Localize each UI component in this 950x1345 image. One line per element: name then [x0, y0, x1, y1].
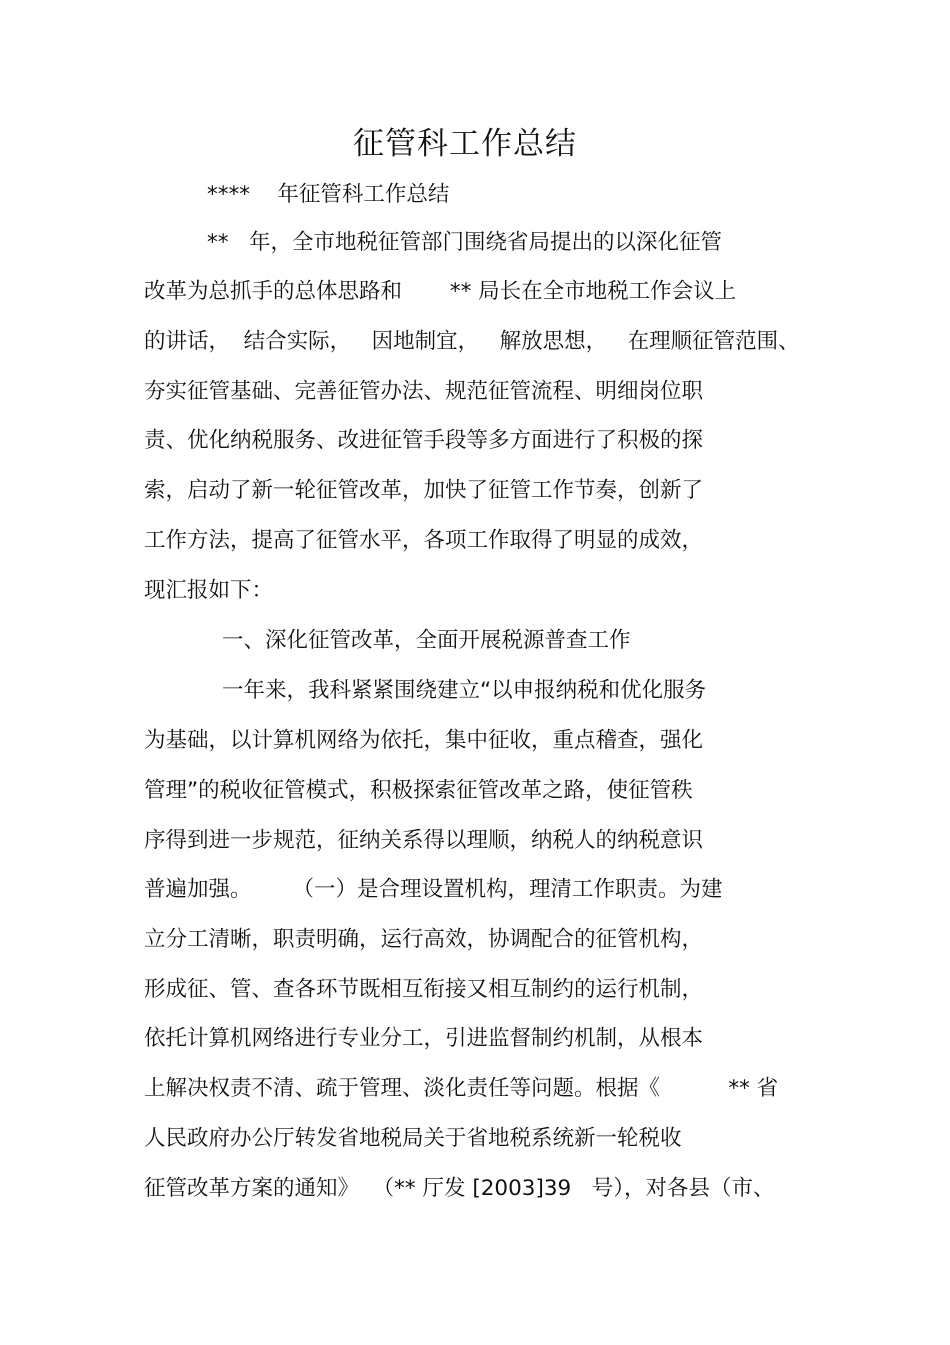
paragraph-line: 管理”的税收征管模式，积极探索征管改革之路，使征管秩: [144, 778, 693, 803]
paragraph-line: 的讲话， 结合实际， 因地制宜， 解放思想， 在理顺征管范围、: [144, 329, 800, 354]
paragraph-line: 形成征、管、查各环节既相互衔接又相互制约的运行机制，: [144, 977, 704, 1002]
paragraph-line: 责、优化纳税服务、改进征管手段等多方面进行了积极的探: [144, 428, 704, 453]
paragraph-line: 现汇报如下：: [144, 578, 274, 603]
paragraph-line: 改革为总抓手的总体思路和 ** 局长在全市地税工作会议上: [144, 279, 737, 304]
paragraph-line: 夯实征管基础、完善征管办法、规范征管流程、明细岗位职: [144, 379, 704, 404]
section-heading: 一、深化征管改革，全面开展税源普查工作: [222, 628, 631, 653]
document-title: 征管科工作总结: [353, 126, 577, 162]
paragraph-line: 一年来，我科紧紧围绕建立“以申报纳税和优化服务: [222, 678, 707, 703]
paragraph-line: 序得到进一步规范，征纳关系得以理顺，纳税人的纳税意识: [144, 828, 704, 853]
paragraph-line: 人民政府办公厅转发省地税局关于省地税系统新一轮税收: [144, 1126, 682, 1151]
paragraph-line: 上解决权责不清、疏于管理、淡化责任等问题。根据《 ** 省: [144, 1076, 779, 1101]
subtitle-line: **** 年征管科工作总结: [207, 182, 450, 207]
paragraph-line: 立分工清晰，职责明确，运行高效，协调配合的征管机构，: [144, 927, 704, 952]
paragraph-line: 索，启动了新一轮征管改革，加快了征管工作节奏，创新了: [144, 478, 704, 503]
paragraph-line: 征管改革方案的通知》 （** 厅发 [2003]39 号），对各县（市、: [144, 1176, 775, 1201]
paragraph-line: 普遍加强。 （一）是合理设置机构，理清工作职责。为建: [144, 877, 723, 902]
paragraph-line: 工作方法，提高了征管水平，各项工作取得了明显的成效，: [144, 528, 704, 553]
paragraph-line: 依托计算机网络进行专业分工，引进监督制约机制，从根本: [144, 1026, 704, 1051]
paragraph-line: ** 年，全市地税征管部门围绕省局提出的以深化征管: [207, 230, 723, 255]
paragraph-line: 为基础，以计算机网络为依托，集中征收，重点稽查，强化: [144, 728, 704, 753]
